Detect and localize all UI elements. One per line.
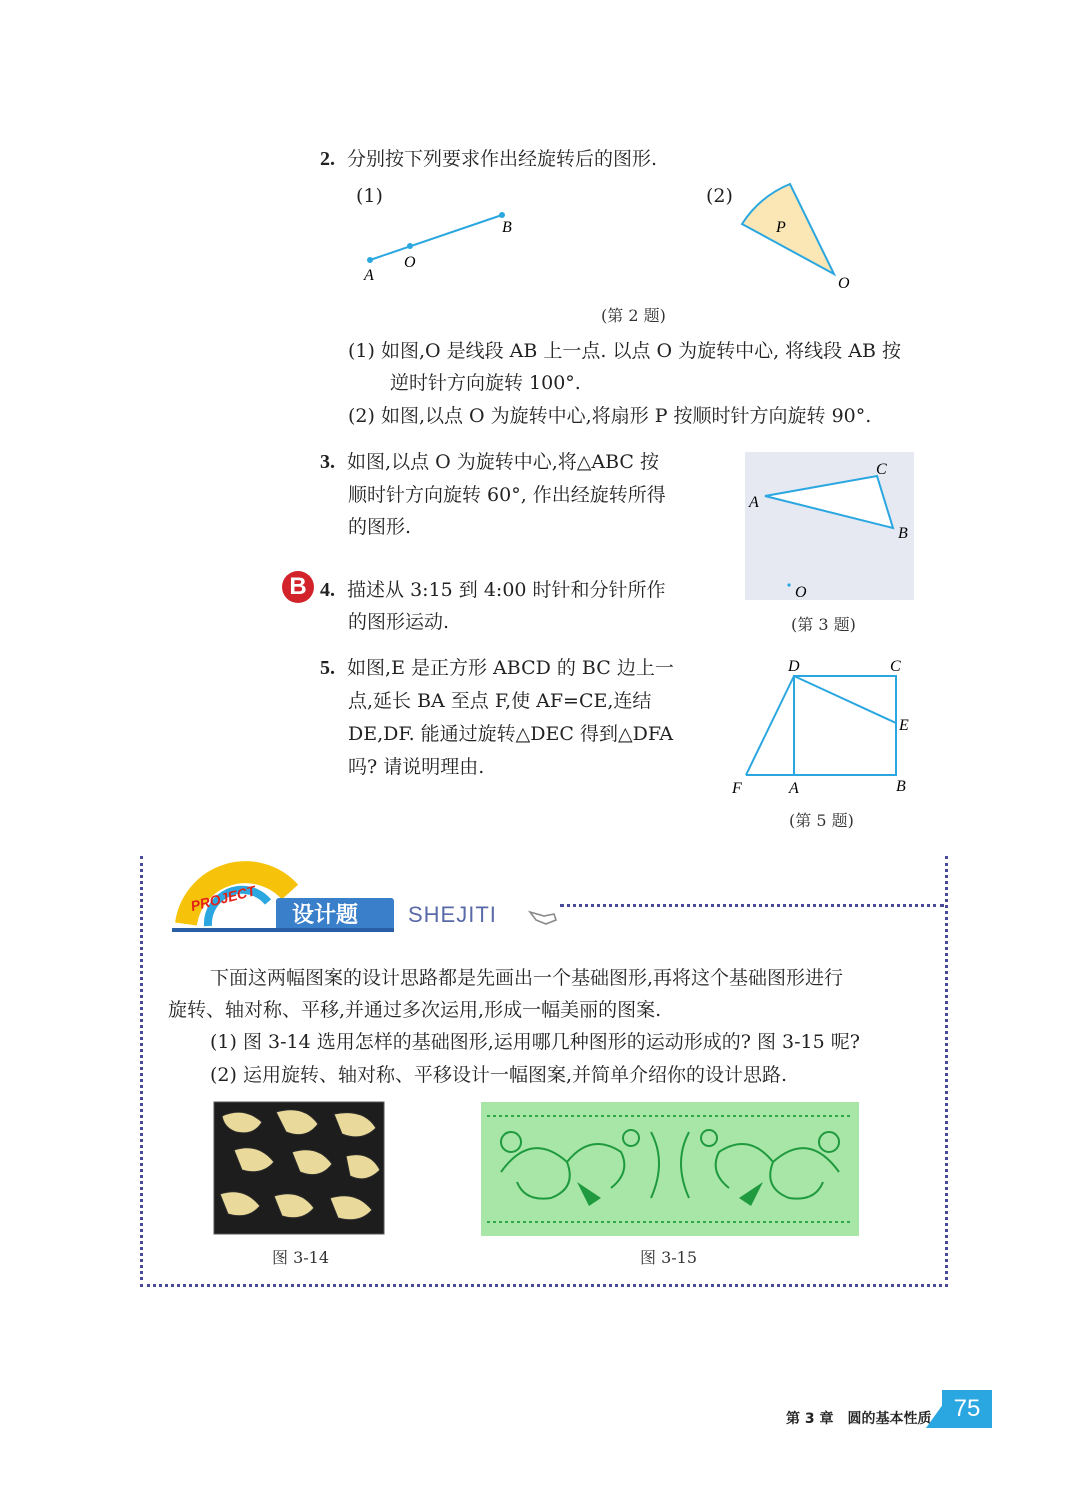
label-P: P: [776, 219, 786, 236]
problem-number: 5.: [320, 657, 335, 679]
problem-3-line1: 如图,以点 O 为旋转中心,将△ABC 按: [347, 451, 660, 473]
label-O: O: [838, 275, 850, 292]
label-O: O: [795, 584, 807, 601]
project-frame-top: [560, 904, 944, 907]
problem-number: 3.: [320, 451, 335, 473]
problem-5: [320, 652, 674, 684]
label-B: B: [898, 525, 908, 542]
label-A: A: [789, 780, 799, 797]
problem-3-line2: 顺时针方向旋转 60°, 作出经旋转所得: [348, 484, 666, 506]
figure-3-15-image: [481, 1102, 859, 1236]
caption-problem-2: (第 2 题): [601, 306, 666, 325]
level-b-badge: [282, 571, 314, 603]
problem-5-line3: DE,DF. 能通过旋转△DEC 得到△DFA: [348, 723, 674, 745]
caption-problem-3: (第 3 题): [791, 615, 856, 634]
problem-4-line1: 描述从 3:15 到 4:00 时针和分针所作: [347, 579, 666, 601]
problem-5-line4: 吗? 请说明理由.: [348, 756, 485, 778]
figure-3-15-caption: 图 3-15: [640, 1248, 698, 1267]
problem-5-line1: 如图,E 是正方形 ABCD 的 BC 边上一: [347, 657, 674, 679]
label-C: C: [876, 461, 887, 478]
label-O: O: [404, 254, 416, 271]
label-A: A: [749, 494, 759, 511]
problem-2-sub1-line2: 逆时针方向旋转 100°.: [390, 372, 581, 394]
problem-3-line3: 的图形.: [348, 516, 412, 538]
project-para-line2: 旋转、轴对称、平移,并通过多次运用,形成一幅美丽的图案.: [168, 999, 662, 1021]
problem-3: [320, 446, 659, 478]
fig1-tag: (1): [356, 185, 383, 207]
square-figure: [730, 655, 920, 805]
page-number: 75: [942, 1390, 992, 1428]
label-E: E: [899, 717, 909, 734]
project-pinyin: SHEJITI: [408, 902, 497, 927]
label-C: C: [890, 658, 901, 675]
triangle-figure: [745, 452, 914, 600]
project-title: 设计题: [292, 903, 359, 928]
segment-figure: [350, 200, 530, 290]
project-question-1: (1) 图 3-14 选用怎样的基础图形,运用哪几种图形的运动形成的? 图 3-15 呢?: [210, 1031, 860, 1053]
problem-2-sub2: (2) 如图,以点 O 为旋转中心,将扇形 P 按顺时针方向旋转 90°.: [348, 405, 872, 427]
project-para-line1: 下面这两幅图案的设计思路都是先画出一个基础图形,再将这个基础图形进行: [210, 967, 844, 989]
problem-number: 4.: [320, 579, 335, 601]
figure-3-14-caption: 图 3-14: [272, 1248, 330, 1267]
label-D: D: [788, 658, 800, 675]
label-B: B: [896, 778, 906, 795]
problem-4: [320, 574, 666, 606]
problem-2: [320, 143, 657, 175]
project-word: PROJECT: [188, 882, 257, 914]
fig2-tag: (2): [706, 185, 733, 207]
problem-5-line2: 点,延长 BA 至点 F,使 AF=CE,连结: [348, 690, 652, 712]
sector-figure: [730, 180, 870, 290]
problem-2-sub1-line1: (1) 如图,O 是线段 AB 上一点. 以点 O 为旋转中心, 将线段 AB 按: [348, 340, 901, 362]
problem-number: 2.: [320, 148, 335, 170]
badge-letter: B: [289, 573, 307, 600]
problem-text: 分别按下列要求作出经旋转后的图形.: [347, 148, 658, 170]
label-F: F: [732, 780, 742, 797]
label-B: B: [502, 219, 512, 236]
project-question-2: (2) 运用旋转、轴对称、平移设计一幅图案,并简单介绍你的设计思路.: [210, 1064, 788, 1086]
label-A: A: [364, 267, 374, 284]
problem-4-line2: 的图形运动.: [348, 611, 450, 633]
pointer-hand-icon: [528, 906, 558, 928]
caption-problem-5: (第 5 题): [789, 811, 854, 830]
project-logo: [168, 862, 398, 937]
chapter-title: 第 3 章 圆的基本性质: [786, 1411, 932, 1427]
figure-3-14-image: [214, 1102, 384, 1234]
